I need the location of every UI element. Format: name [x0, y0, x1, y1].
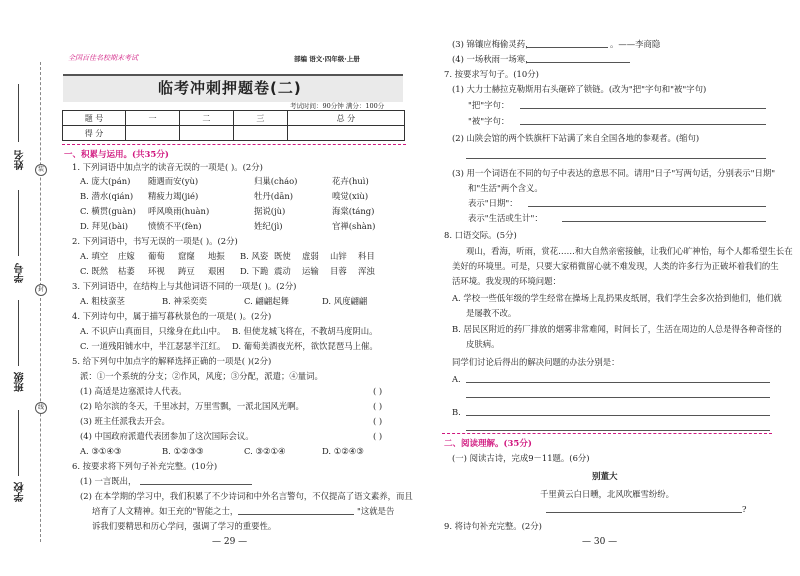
edition-meta: 部编 语文·四年级·上册 — [294, 55, 360, 63]
question-text: 山锌 — [330, 251, 347, 261]
question-text: (4) 中国政府派遣代表团参加了这次国际会议。 — [80, 431, 254, 441]
class-rule — [18, 300, 19, 366]
question-text: 姓纪(jì) — [254, 221, 283, 231]
question-text: B. 但使龙城飞将在，不教胡马度阴山。 — [232, 326, 378, 336]
question-text: 葡萄 — [148, 251, 165, 261]
answer-line[interactable] — [528, 206, 766, 207]
question-text: ( ) — [373, 386, 383, 396]
question-text: 牡丹(dān) — [254, 191, 294, 201]
question-text: D. 下跪 — [240, 266, 269, 276]
question-text: 科目 — [358, 251, 375, 261]
question-text: 是屡教不改。 — [466, 308, 517, 318]
answer-line[interactable] — [466, 430, 770, 431]
answer-blank[interactable] — [140, 484, 252, 485]
question-text: 精疲力竭(jié) — [148, 191, 199, 201]
seal-mark-1: 装 — [35, 164, 47, 176]
question-text: 8. 口语交际。(5分) — [444, 230, 517, 240]
name-rule — [18, 84, 19, 142]
section-divider — [442, 433, 772, 434]
score-header-cell: 总 分 — [287, 111, 404, 126]
name-label: 姓名 — [15, 150, 26, 170]
answer-blank[interactable] — [526, 47, 608, 48]
question-text: (3) 班主任派我去开会。 — [80, 416, 170, 426]
question-text: 2. 下列词语中，书写无误的一项是( )。(2分) — [72, 236, 238, 246]
exam-series-name: 全国百佳名校期末考试 — [68, 54, 138, 62]
answer-line[interactable] — [466, 397, 770, 398]
question-text: 7. 按要求写句子。(10分) — [444, 69, 539, 79]
binding-sidebar — [0, 0, 60, 576]
school-label: 学校 — [15, 482, 26, 502]
answer-line[interactable] — [546, 512, 742, 513]
question-text: 观山，看海，听雨，赏花……和大自然亲密接触，让我们心旷神怡，每个人都希望生长在 — [466, 246, 793, 256]
page-number-left: — 29 — — [212, 537, 248, 547]
school-rule — [18, 410, 19, 476]
score-table — [62, 110, 405, 141]
question-text: "这就是告 — [357, 506, 395, 516]
question-text: 9. 将诗句补充完整。(2分) — [444, 521, 542, 531]
poem-title: 别董大 — [592, 472, 618, 482]
score-row-label: 得 分 — [63, 126, 126, 141]
question-text: (一) 阅读古诗，完成9－11题。(6分) — [452, 453, 590, 463]
question-text: (2) 山陕会馆的两个铁旗杆下站满了来自全国各地的参观者。(缩句) — [452, 133, 700, 143]
question-text: (3) 用一个词语在不同的句子中表达的意思不同。请用"日子"写两句话，分别表示"日期" — [452, 168, 776, 178]
question-text: (1) 大力士赫拉克勒斯用右头砸碎了锁链。(改为"把"字句和"被"字句) — [452, 84, 707, 94]
question-text: (2) 哈尔滨的冬天，千里冰封，万里雪飘，一派北国风光啊。 — [80, 401, 304, 411]
question-text: B. ①②③③ — [162, 446, 204, 456]
question-text: 4. 下列诗句中，属于描写暮秋景色的一项是( )。(2分) — [72, 311, 272, 321]
question-text: 活环境。我发现的环境问题： — [452, 276, 561, 286]
question-text: 5. 给下列句中加点字的解释选择正确的一项是( )(2分) — [72, 356, 272, 366]
question-text: A. 填空 — [80, 251, 109, 261]
answer-line[interactable] — [466, 382, 770, 383]
question-text: 浑浊 — [358, 266, 375, 276]
question-text: D. 风度翩翩 — [322, 296, 368, 306]
answer-line[interactable] — [562, 221, 766, 222]
question-text: D. ①②④③ — [322, 446, 364, 456]
question-text: 窟窿 — [178, 251, 195, 261]
score-cell[interactable] — [233, 126, 287, 141]
question-text: B. — [452, 407, 461, 417]
score-cell[interactable] — [179, 126, 233, 141]
question-text: 表示"生活或生计"： — [468, 213, 543, 223]
question-text: 踌豆 — [178, 266, 195, 276]
question-text: 和"生活"两个含义。 — [468, 183, 543, 193]
answer-line[interactable] — [466, 415, 770, 416]
question-text: 枯萎 — [118, 266, 135, 276]
answer-line[interactable] — [466, 158, 766, 159]
question-text: (1) 一言既出， — [80, 476, 137, 486]
question-text: 庄嫁 — [118, 251, 135, 261]
page-number-right: — 30 — — [582, 537, 618, 547]
question-text: A. 庞大(pán) — [80, 176, 131, 186]
binding-line — [40, 62, 41, 542]
question-text: 地振 — [208, 251, 225, 261]
question-text: A. 粗枝蛮茎 — [80, 296, 125, 306]
question-text: 海棠(táng) — [332, 206, 375, 216]
question-text: (4) 一场秋雨一场寒， — [452, 54, 534, 64]
answer-blank[interactable] — [238, 514, 354, 515]
question-text: B. 潜水(qián) — [80, 191, 134, 201]
question-text: 官禅(shàn) — [332, 221, 376, 231]
question-text: (1) 高适是边塞派诗人代表。 — [80, 386, 187, 396]
id-label: 学号 — [15, 263, 26, 283]
question-text: 派：①一个系统的分支；②作风，风度；③分配，派遣；④量词。 — [80, 371, 323, 381]
question-text: 美好的环境里。可是，只要大家稍微留心就不难发现，人类的许多行为正破坏着我们的生 — [452, 261, 779, 271]
question-text: 呼风唤雨(huàn) — [148, 206, 210, 216]
exam-time-info: 考试时间：90分钟 满分：100分 — [290, 102, 385, 110]
question-text: D. 葡萄美酒夜光杯，欲饮琵琶马上催。 — [232, 341, 378, 351]
score-header-row — [63, 111, 405, 126]
answer-line[interactable] — [520, 108, 766, 109]
question-text: 千里黄云白日曛，北风吹雁雪纷纷。 — [540, 489, 674, 499]
score-header-cell: 一 — [126, 111, 180, 126]
question-text: 归巢(cháo) — [254, 176, 298, 186]
score-cell[interactable] — [126, 126, 180, 141]
question-text: A. 不识庐山真面目，只缘身在此山中。 — [80, 326, 226, 336]
question-text: "把"字句： — [468, 100, 510, 110]
question-text: ( ) — [373, 401, 383, 411]
question-text: C. 既然 — [80, 266, 109, 276]
class-label: 班级 — [15, 372, 26, 392]
question-text: 表示"日期"： — [468, 198, 518, 208]
question-text: 诉我们要精思和历心学问，强调了学习的重要性。 — [92, 521, 277, 531]
score-header-cell: 二 — [179, 111, 233, 126]
question-text: B. 神采奕奕 — [162, 296, 207, 306]
question-text: 3. 下列词语中，在结构上与其他词语不同的一项是( )。(2分) — [72, 281, 297, 291]
question-text: 目蓉 — [330, 266, 347, 276]
question-text: A. — [452, 374, 461, 384]
score-header-cell: 题 号 — [63, 111, 126, 126]
question-text: C. 一道残阳铺水中，半江瑟瑟半江红。 — [80, 341, 226, 351]
question-text: 随遇而安(yù) — [148, 176, 199, 186]
question-text: 虚弱 — [302, 251, 319, 261]
seal-mark-2: 封 — [35, 284, 47, 296]
question-text: D. 拜见(bài) — [80, 221, 129, 231]
question-text: C. 横贯(guàn) — [80, 206, 136, 216]
question-text: 花卉(huì) — [332, 176, 369, 186]
question-text: 运输 — [302, 266, 319, 276]
question-text: 同学们讨论后得出的解决问题的办法分别是： — [452, 357, 620, 367]
question-text: (2) 在本学期的学习中，我们积累了不少诗词和中外名言警句，不仅提高了语文素养，而且 — [80, 491, 413, 501]
question-text: 愤愤不平(fèn) — [148, 221, 202, 231]
score-cell[interactable] — [287, 126, 404, 141]
answer-blank[interactable] — [526, 62, 630, 63]
question-text: C. 翩翩起舞 — [244, 296, 289, 306]
question-text: ? — [742, 504, 747, 514]
question-text: 既使 — [274, 251, 291, 261]
seal-mark-3: 线 — [35, 402, 47, 414]
question-text: B. 居民区附近的药厂排放的烟雾非常难闻，时间长了，生活在周边的人总是得各种奇怪的 — [452, 324, 782, 334]
question-text: 培育了人文精神。如王充的"智能之士， — [92, 506, 239, 516]
section-divider — [62, 144, 406, 145]
question-text: A. ③①④③ — [80, 446, 122, 456]
question-text: 1. 下列词语中加点字的读音无误的一项是( )。(2分) — [72, 162, 263, 172]
question-text: "被"字句： — [468, 116, 510, 126]
question-text: 。——李商隐 — [610, 39, 661, 49]
question-text: (3) 锦镶应梅偷灵药， — [452, 39, 534, 49]
score-header-cell: 三 — [233, 111, 287, 126]
section-heading: 二、阅读理解。(35分) — [444, 439, 532, 449]
question-text: 6. 按要求将下列句子补充完整。(10分) — [72, 461, 218, 471]
section-heading: 一、积累与运用。(共35分) — [64, 150, 169, 160]
question-text: 据说(jù) — [254, 206, 286, 216]
question-text: A. 学校一些低年级的学生经常在操场上乱扔果皮纸屑，我们学生会多次拾到他们，他们就 — [452, 293, 782, 303]
question-text: 艰困 — [208, 266, 225, 276]
answer-line[interactable] — [520, 124, 766, 125]
question-text: ( ) — [373, 431, 383, 441]
question-text: C. ③②①④ — [244, 446, 286, 456]
question-text: ( ) — [373, 416, 383, 426]
question-text: 嗅觉(xiù) — [332, 191, 369, 201]
question-text: 环视 — [148, 266, 165, 276]
score-value-row — [63, 126, 405, 141]
question-text: 震动 — [274, 266, 291, 276]
question-text: 皮肤病。 — [466, 339, 500, 349]
id-rule — [18, 190, 19, 256]
question-text: B. 风姿 — [240, 251, 269, 261]
page-title: 临考冲刺押题卷(二) — [158, 79, 302, 97]
